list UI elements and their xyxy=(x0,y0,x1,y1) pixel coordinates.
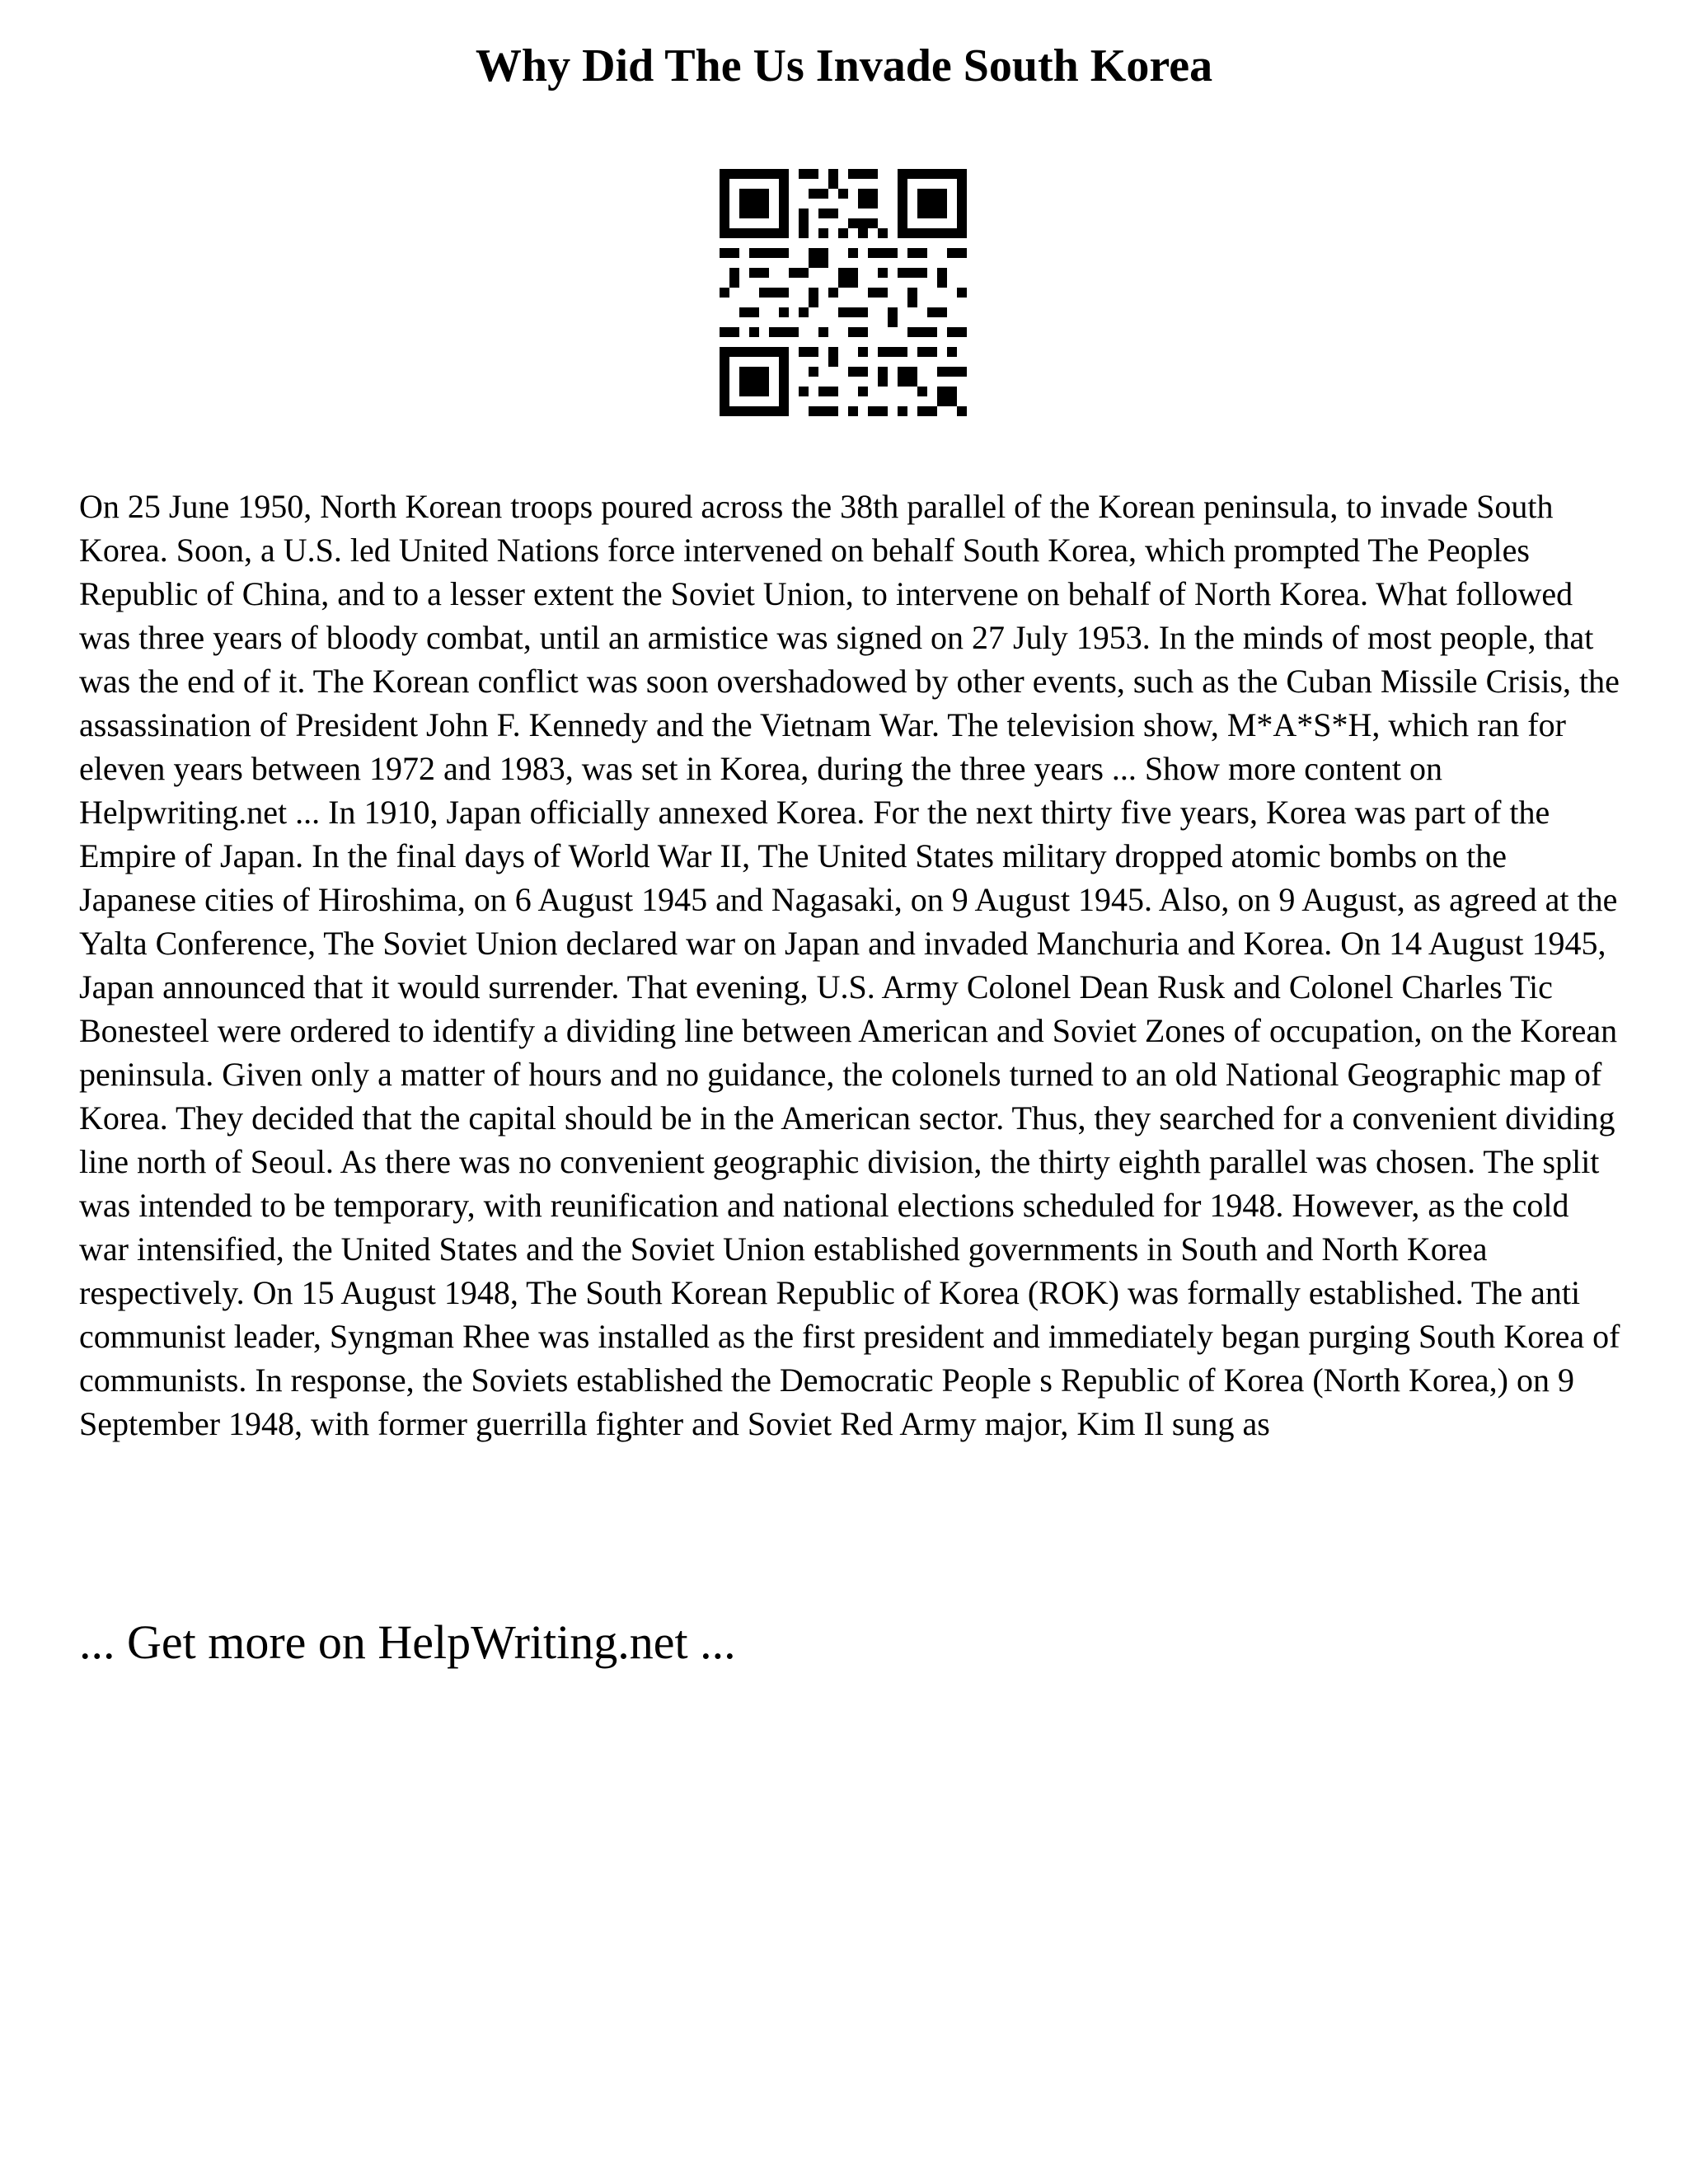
qr-code-icon xyxy=(720,169,967,416)
get-more-link[interactable]: ... Get more on HelpWriting.net ... xyxy=(79,1615,736,1669)
page-title: Why Did The Us Invade South Korea xyxy=(475,40,1213,91)
body-text: On 25 June 1950, North Korean troops poured across the 38th parallel of the Korean peninsula, to invade South Korea. Soon, a U.S. led United Nations force intervened on behalf South Korea, which prompted The Peoples Republic of China, and to a lesser extent the Soviet Union, to intervene on behalf of North Korea. What followed was three years of bloody combat, until an armistice was signed on 27 July 1953. In the minds of most people, that was the end of it. The Korean conflict was soon overshadowed by other events, such as the Cuban Missile Crisis, the assassination of President John F. Kennedy and the Vietnam War. The television show, M*A*S*H, which ran for eleven years between 1972 and 1983, was set in Korea, during the three years ... Show more content on Helpwriting.net ... In 1910, Japan officially annexed Korea. For the next thirty five years, Korea was part of the Empire of Japan. In the final days of World War II, The United States military dropped atomic bombs on the Japanese cities of Hiroshima, on 6 August 1945 and Nagasaki, on 9 August 1945. Also, on 9 August, as agreed at the Yalta Conference, The Soviet Union declared war on Japan and invaded Manchuria and Korea. On 14 August 1945, Japan announced that it would surrender. That evening, U.S. Army Colonel Dean Rusk and Colonel Charles Tic Bonesteel were ordered to identify a dividing line between American and Soviet Zones of occupation, on the Korean peninsula. Given only a matter of hours and no guidance, the colonels turned to an old National Geographic map of Korea. They decided that the capital should be in the American sector. Thus, they searched for a convenient dividing line north of Seoul. As there was no convenient geographic division, the thirty eighth parallel was chosen. The split was intended to be temporary, with reunification and national elections scheduled for 1948. However, as the cold war intensified, the United States and the Soviet Union established governments in South and North Korea respectively. On 15 August 1948, The South Korean Republic of Korea (ROK) was formally established. The anti communist leader, Syngman Rhee was installed as the first president and immediately began purging South Korea of communists. In response, the Soviets established the Democratic People s Republic of Korea (North Korea,) on 9 September 1948, with former guerrilla fighter and Soviet Red Army major, Kim Il sung as xyxy=(79,488,1620,1442)
